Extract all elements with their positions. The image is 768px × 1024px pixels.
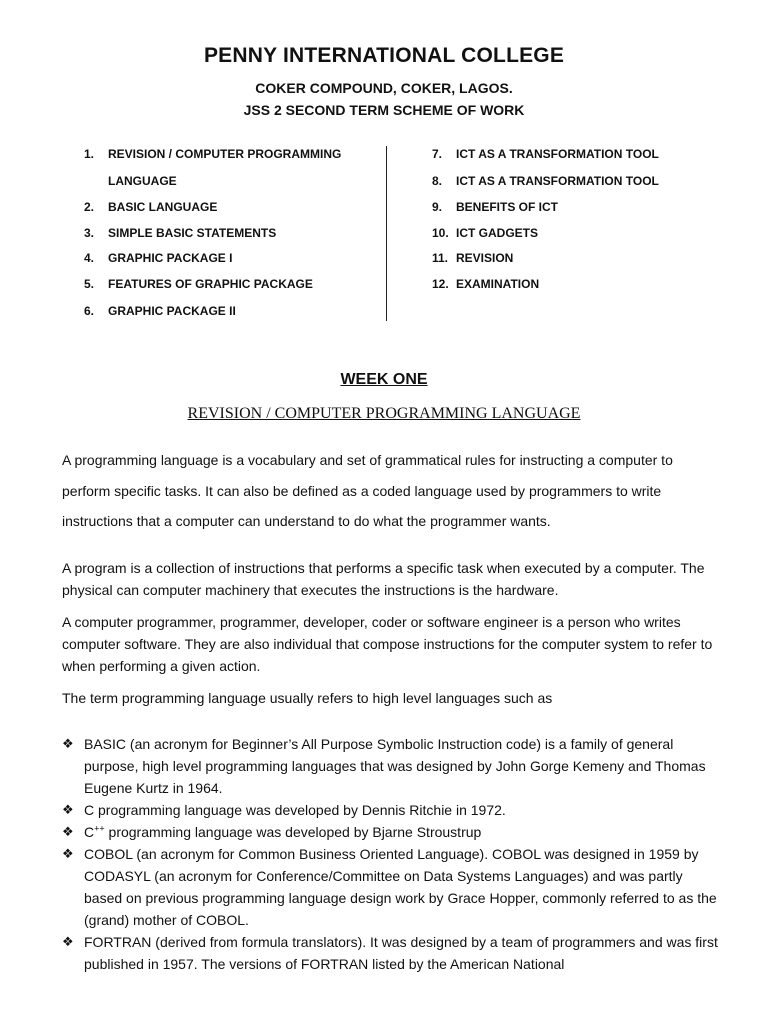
scheme-item-text: REVISION bbox=[456, 251, 514, 265]
scheme-item-text: BENEFITS OF ICT bbox=[456, 200, 558, 214]
scheme-item-text: LANGUAGE bbox=[108, 174, 177, 188]
paragraph-program: A program is a collection of instructions that performs a specific task when executed by a computer. The physical can computer machinery that executes the instructions is the hardware. bbox=[62, 560, 705, 598]
scheme-item bbox=[84, 174, 177, 188]
scheme-item-text: SIMPLE BASIC STATEMENTS bbox=[108, 226, 277, 240]
scheme-item-number: 7. bbox=[432, 147, 443, 161]
scheme-item bbox=[432, 251, 513, 265]
diamond-bullet-icon: ❖ bbox=[62, 846, 74, 861]
scheme-item-number: 8. bbox=[432, 174, 443, 188]
scheme-item-number: 12. bbox=[432, 277, 449, 291]
scheme-item-text: EXAMINATION bbox=[456, 277, 540, 291]
scheme-item bbox=[84, 277, 313, 291]
superscript-plus: ++ bbox=[94, 823, 105, 834]
college-title: PENNY INTERNATIONAL COLLEGE bbox=[203, 44, 565, 67]
scheme-item-number: 3. bbox=[84, 226, 95, 240]
list-item-text: C programming language was developed by Dennis Ritchie in 1972. bbox=[84, 802, 506, 818]
list-item-text-prefix: C bbox=[84, 824, 95, 840]
diamond-bullet-icon: ❖ bbox=[62, 736, 74, 751]
scheme-item-number: 9. bbox=[432, 200, 443, 214]
week-topic: REVISION / COMPUTER PROGRAMMING LANGUAGE bbox=[187, 405, 581, 422]
list-item-text: COBOL (an acronym for Common Business Oriented Language). COBOL was designed in 1959 by CODASYL (an acronym for Conference/Committee on Data Systems Languages) and was partly based on previous programming language design work by Grace Hopper, commonly referred to as the (grand) mother of COBOL. bbox=[84, 846, 717, 928]
scheme-item bbox=[84, 251, 232, 265]
paragraph-languages-intro: The term programming language usually refers to high level languages such as bbox=[62, 690, 553, 706]
list-item-text: programming language was developed by Bjarne Stroustrup bbox=[104, 824, 482, 840]
scheme-item-text: ICT AS A TRANSFORMATION TOOL bbox=[456, 147, 659, 161]
scheme-item bbox=[84, 200, 217, 214]
scheme-title: JSS 2 SECOND TERM SCHEME OF WORK bbox=[243, 102, 525, 118]
list-item-text: BASIC (an acronym for Beginner’s All Purpose Symbolic Instruction code) is a family of general purpose, high level programming languages that was designed by John Gorge Kemeny and Thomas Eugene Kurtz in 1964. bbox=[84, 736, 706, 796]
list-item bbox=[62, 931, 722, 975]
scheme-item-text: REVISION / COMPUTER PROGRAMMING bbox=[108, 147, 342, 161]
diamond-bullet-icon: ❖ bbox=[62, 934, 74, 949]
scheme-item-number: 5. bbox=[84, 277, 95, 291]
scheme-item-text: GRAPHIC PACKAGE I bbox=[108, 251, 233, 265]
paragraph-programmer: A computer programmer, programmer, developer, coder or software engineer is a person who writes computer software. They are also individual that compose instructions for the computer system to refer to when performing a given action. bbox=[62, 614, 713, 674]
diamond-bullet-icon: ❖ bbox=[62, 802, 74, 817]
language-list bbox=[62, 733, 722, 975]
diamond-bullet-icon: ❖ bbox=[62, 824, 74, 839]
scheme-item bbox=[432, 277, 539, 291]
scheme-item-text: ICT GADGETS bbox=[456, 226, 539, 240]
column-divider bbox=[386, 146, 387, 321]
scheme-item bbox=[84, 147, 341, 161]
scheme-item-text: FEATURES OF GRAPHIC PACKAGE bbox=[108, 277, 313, 291]
list-item bbox=[62, 799, 722, 821]
scheme-item bbox=[432, 226, 538, 240]
scheme-item-text: GRAPHIC PACKAGE II bbox=[108, 304, 236, 318]
list-item bbox=[62, 843, 722, 931]
scheme-item bbox=[84, 226, 276, 240]
scheme-item bbox=[432, 147, 659, 161]
scheme-item-number: 10. bbox=[432, 226, 449, 240]
scheme-item-text: BASIC LANGUAGE bbox=[108, 200, 218, 214]
week-heading: WEEK ONE bbox=[340, 371, 428, 388]
scheme-item-text: ICT AS A TRANSFORMATION TOOL bbox=[456, 174, 659, 188]
college-address: COKER COMPOUND, COKER, LAGOS. bbox=[255, 80, 513, 96]
scheme-item-number: 1. bbox=[84, 147, 95, 161]
scheme-item bbox=[84, 304, 236, 318]
scheme-item bbox=[432, 200, 558, 214]
list-item bbox=[62, 733, 722, 799]
scheme-item-number: 6. bbox=[84, 304, 95, 318]
list-item bbox=[62, 821, 722, 843]
list-item-text: FORTRAN (derived from formula translators). It was designed by a team of programmers and was first published in 1957. The versions of FORTRAN listed by the American National bbox=[84, 934, 718, 972]
scheme-item-number: 2. bbox=[84, 200, 95, 214]
paragraph-definition: A programming language is a vocabulary and set of grammatical rules for instructing a computer to perform specific tasks. It can also be defined as a coded language used by programmers to write instructions that a computer can understand to do what the programmer wants. bbox=[62, 452, 673, 529]
scheme-item-number: 11. bbox=[432, 251, 449, 265]
scheme-item bbox=[432, 174, 659, 188]
scheme-item-number: 4. bbox=[84, 251, 95, 265]
